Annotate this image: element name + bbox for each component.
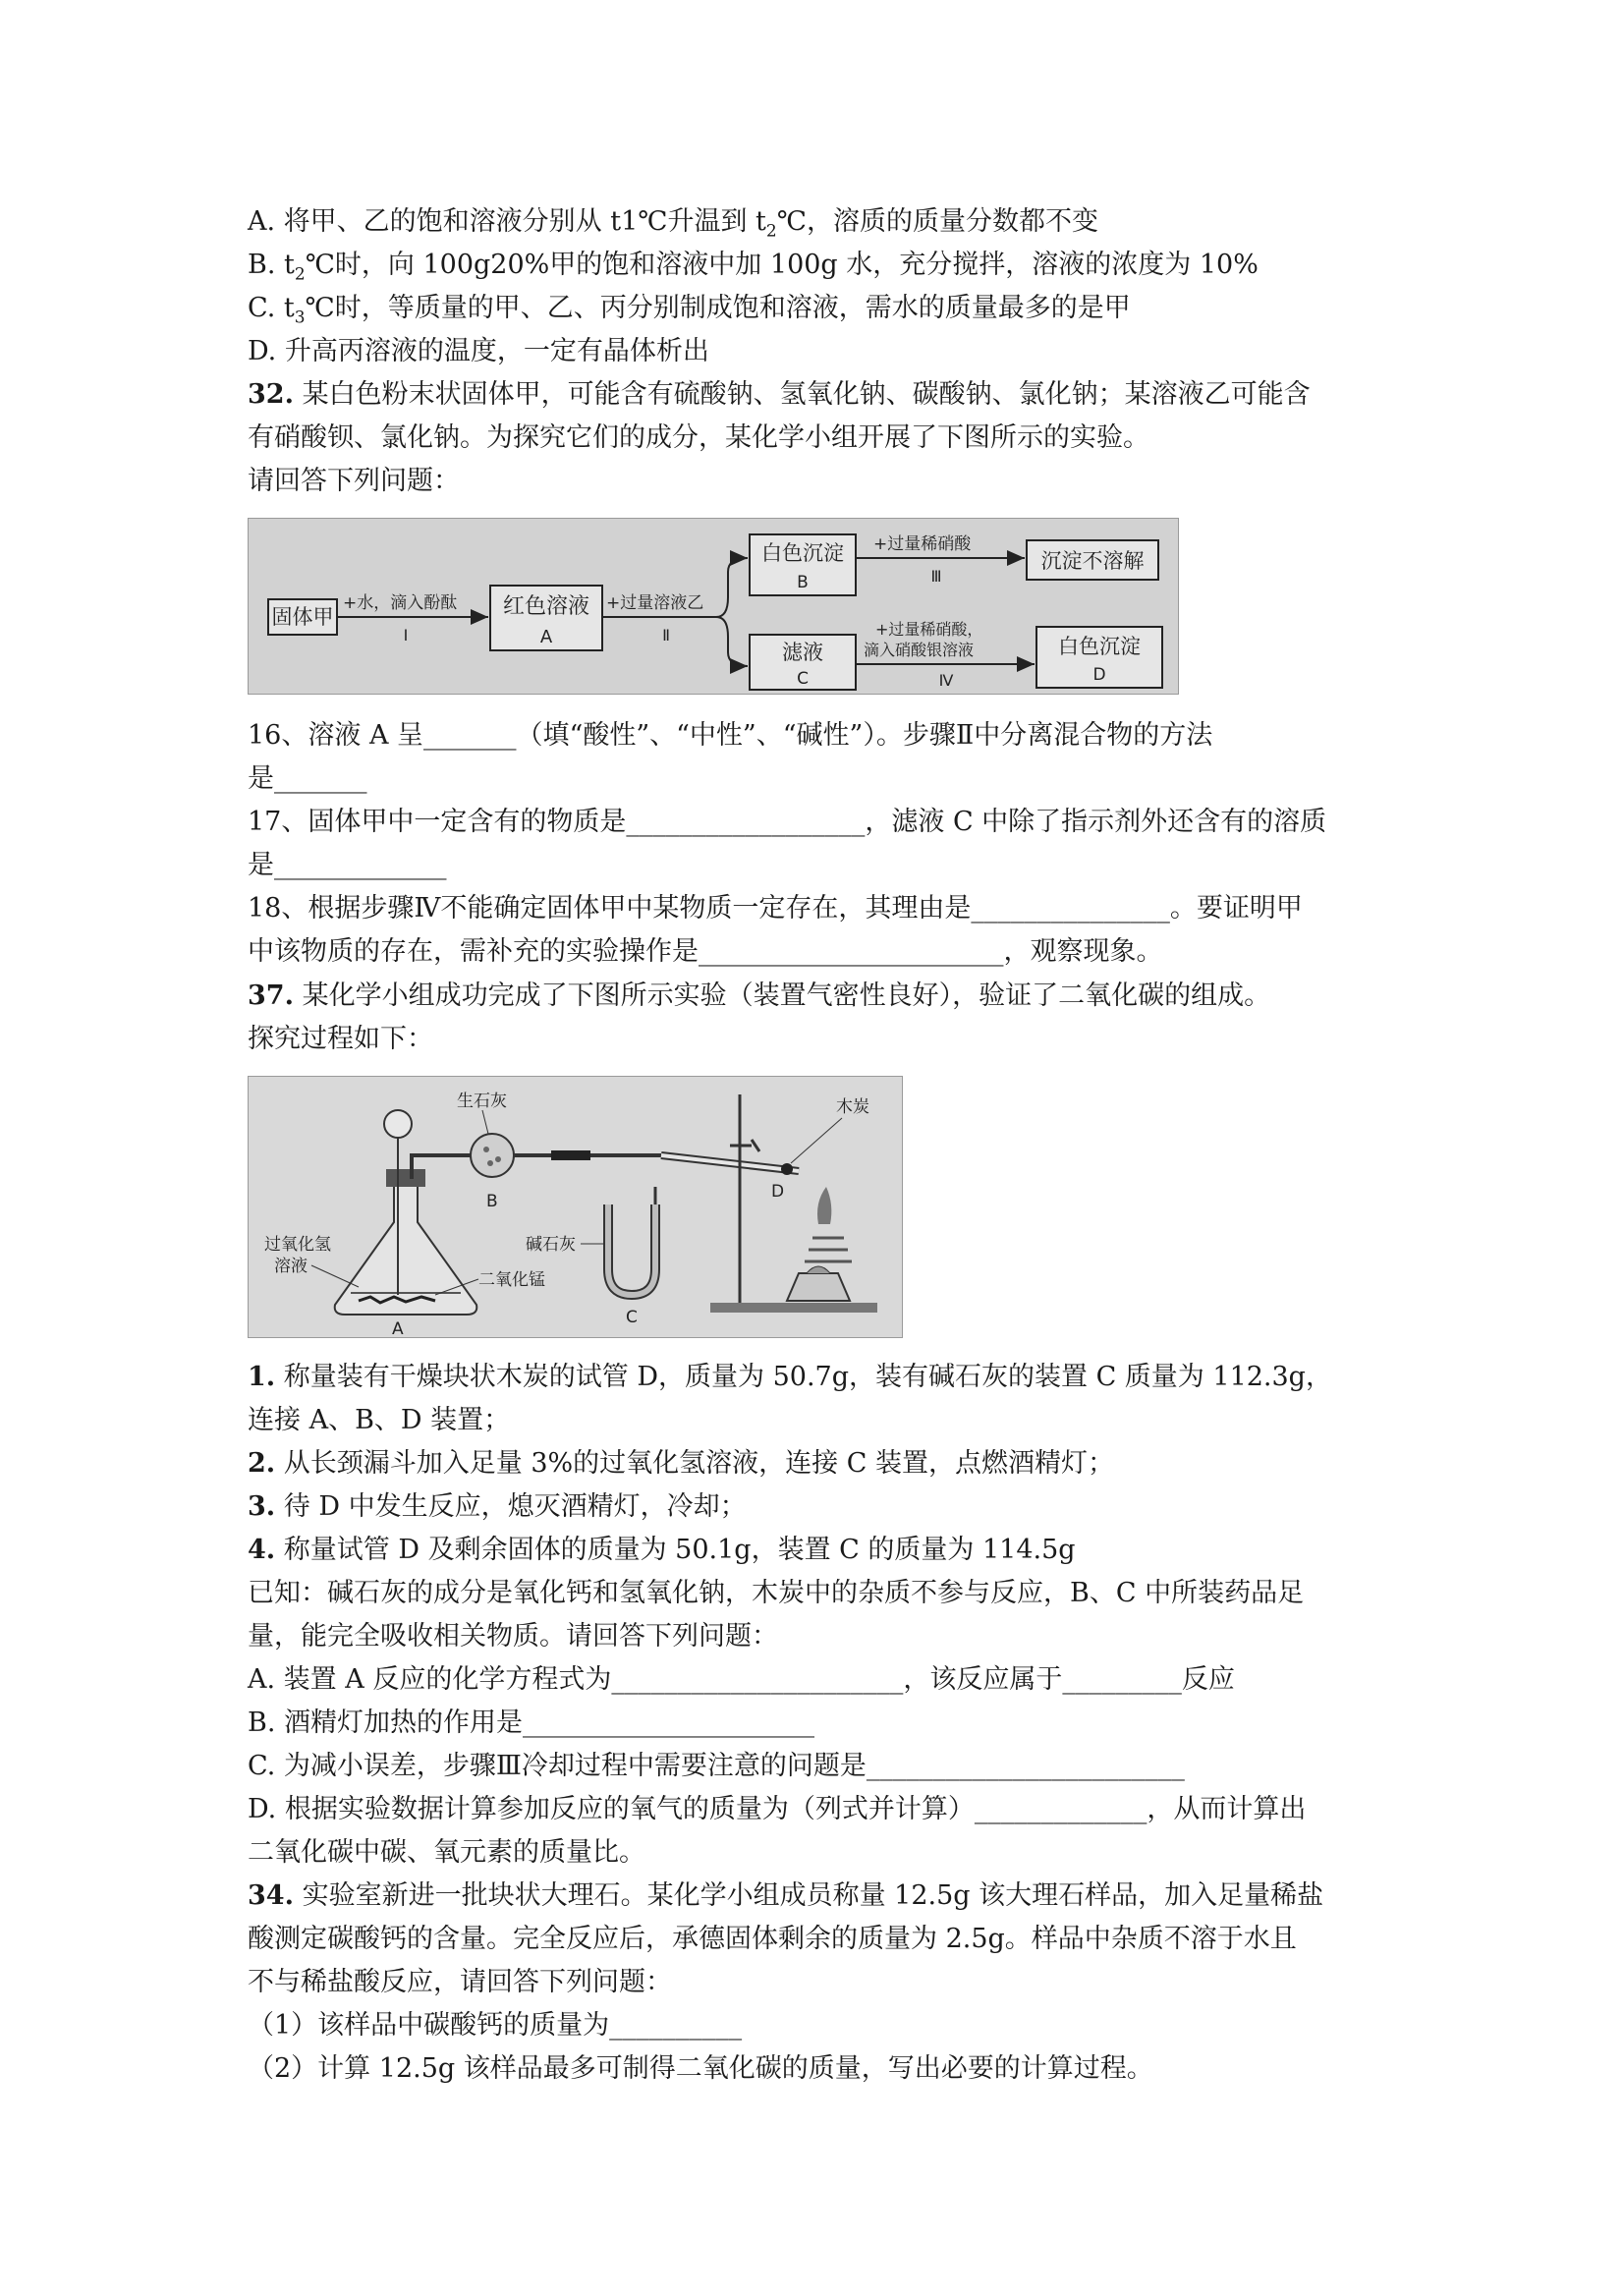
q37-stem-line2: 探究过程如下：	[248, 1024, 433, 1054]
apparatus-figure	[248, 1076, 903, 1338]
q37-step4: 4. 称量试管 D 及剩余固体的质量为 50.1g，装置 C 的质量为 114.5g	[248, 1535, 1076, 1565]
step4-label-line1: +过量稀硝酸，	[875, 620, 983, 639]
filtrate-c-letter: C	[797, 669, 809, 689]
q16-line1: 16、溶液 A 呈_______（填“酸性”、“中性”、“碱性”）。步骤Ⅱ中分离混合物的方法	[248, 720, 1213, 751]
q37-step3: 3. 待 D 中发生反应，熄灭酒精灯，冷却；	[248, 1491, 747, 1522]
h2o2-label-line1: 过氧化氢	[264, 1235, 331, 1255]
funnel-bulb	[384, 1110, 412, 1138]
q31-option-d: D. 升高丙溶液的温度，一定有晶体析出	[248, 336, 709, 366]
step1-label: +水，滴入酚酞	[343, 593, 458, 613]
soda-lime-label: 碱石灰	[526, 1235, 576, 1255]
step3-number: Ⅲ	[930, 567, 942, 586]
q37-known-line2: 量，能完全吸收相关物质。请回答下列问题：	[248, 1621, 778, 1652]
step2-label: +过量溶液乙	[606, 593, 704, 613]
drying-tube-b	[471, 1134, 514, 1177]
white-precipitate-b-label: 白色沉淀	[761, 541, 844, 565]
quicklime-label: 生石灰	[457, 1092, 507, 1111]
q37-part-a: A. 装置 A 反应的化学方程式为______________________，该反应属于_________反应	[248, 1664, 1235, 1695]
red-solution-label: 红色溶液	[502, 594, 590, 619]
c-label: C	[626, 1308, 638, 1327]
filtrate-c-label: 滤液	[782, 641, 823, 664]
q31-option-b: B. $t_2℃$时，向 100g20%甲的饱和溶液中加 100g 水，充分搅拌，溶液的浓度为 10%	[248, 250, 1259, 285]
q34-stem-line2: 酸测定碳酸钙的含量。完全反应后，承德固体剩余的质量为 2.5g。样品中杂质不溶于水且	[248, 1924, 1297, 1954]
step1-number: Ⅰ	[403, 626, 409, 644]
d-label: D	[771, 1182, 785, 1202]
iron-stand-base	[710, 1303, 877, 1313]
q37-step1-line2: 连接 A、B、D 装置；	[248, 1405, 511, 1435]
u-tube-c	[608, 1204, 655, 1295]
q37-part-c: C. 为减小误差，步骤Ⅲ冷却过程中需要注意的问题是________________________	[248, 1751, 1185, 1781]
h2o2-label-line2: 溶液	[274, 1257, 308, 1276]
wire-gauze-stack	[805, 1238, 852, 1261]
q18-line2: 中该物质的存在，需补充的实验操作是_______________________，观察现象。	[248, 936, 1163, 967]
q34-stem-line3: 不与稀盐酸反应，请回答下列问题：	[248, 1967, 672, 1997]
b-label: B	[486, 1192, 498, 1211]
q34-part-2: （2）计算 12.5g 该样品最多可制得二氧化碳的质量，写出必要的计算过程。	[248, 2053, 1153, 2084]
flame	[817, 1187, 831, 1224]
q37-step2: 2. 从长颈漏斗加入足量 3%的过氧化氢溶液，连接 C 装置，点燃酒精灯；	[248, 1448, 1115, 1479]
clamp	[730, 1140, 759, 1151]
branch-up-arrow	[716, 558, 748, 617]
q37-stem-line1: 37. 某化学小组成功完成了下图所示实验（装置气密性良好），验证了二氧化碳的组成。	[248, 980, 1271, 1011]
q37-part-d-line2: 二氧化碳中碳、氧元素的质量比。	[248, 1837, 645, 1868]
step3-label: +过量稀硝酸	[873, 534, 972, 554]
a-label: A	[392, 1319, 404, 1337]
solid-a-label: 固体甲	[271, 605, 334, 629]
charcoal-piece	[781, 1163, 793, 1175]
q16-line2: 是_______	[248, 763, 367, 794]
q34-part-1: （1）该样品中碳酸钙的质量为__________	[248, 2010, 743, 2041]
flowchart-figure	[248, 518, 1179, 695]
q17-line1: 17、固体甲中一定含有的物质是__________________，滤液 C 中除了指示剂外还含有的溶质	[248, 807, 1327, 837]
alcohol-lamp	[787, 1273, 850, 1301]
white-precipitate-b-letter: B	[797, 573, 809, 592]
q31-option-a: A. 将甲、乙的饱和溶液分别从 t1℃升温到 $t_2℃$，溶质的质量分数都不变	[248, 206, 1098, 242]
rubber-stopper	[386, 1169, 425, 1187]
step2-number: Ⅱ	[662, 626, 670, 644]
white-precipitate-d-letter: D	[1092, 665, 1106, 685]
insoluble-label: 沉淀不溶解	[1040, 549, 1145, 573]
q17-line2: 是_____________	[248, 850, 447, 880]
step4-label-line2: 滴入硝酸银溶液	[864, 641, 975, 659]
q37-step1-line1: 1. 称量装有干燥块状木炭的试管 D，质量为 50.7g，装有碱石灰的装置 C 质量为 112.3g，	[248, 1362, 1332, 1392]
red-solution-letter: A	[539, 627, 553, 647]
white-precipitate-d-label: 白色沉淀	[1058, 635, 1141, 658]
q37-part-b: B. 酒精灯加热的作用是______________________	[248, 1708, 815, 1738]
q18-line1: 18、根据步骤Ⅳ不能确定固体甲中某物质一定存在，其理由是_______________。要证明甲	[248, 893, 1303, 924]
q32-stem-line3: 请回答下列问题：	[248, 466, 460, 496]
q34-stem-line1: 34. 实验室新进一批块状大理石。某化学小组成员称量 12.5g 该大理石样品，加入足量稀盐	[248, 1880, 1324, 1911]
q37-part-d-line1: D. 根据实验数据计算参加反应的氧气的质量为（列式并计算）_____________，从而计算出	[248, 1794, 1307, 1824]
rubber-connector	[551, 1150, 590, 1160]
charcoal-label: 木炭	[836, 1097, 869, 1117]
q37-known-line1: 已知：碱石灰的成分是氧化钙和氢氧化钠，木炭中的杂质不参与反应，B、C 中所装药品足	[248, 1578, 1305, 1608]
q32-stem-line1: 32. 某白色粉末状固体甲，可能含有硫酸钠、氢氧化钠、碳酸钠、氯化钠；某溶液乙可能含	[248, 379, 1311, 410]
q31-option-c: C. $t_3℃$时，等质量的甲、乙、丙分别制成饱和溶液，需水的质量最多的是甲	[248, 293, 1131, 328]
mno2-label: 二氧化锰	[478, 1270, 545, 1290]
branch-down-arrow	[716, 617, 748, 666]
q32-stem-line2: 有硝酸钡、氯化钠。为探究它们的成分，某化学小组开展了下图所示的实验。	[248, 422, 1149, 453]
step4-number: Ⅳ	[938, 671, 954, 690]
